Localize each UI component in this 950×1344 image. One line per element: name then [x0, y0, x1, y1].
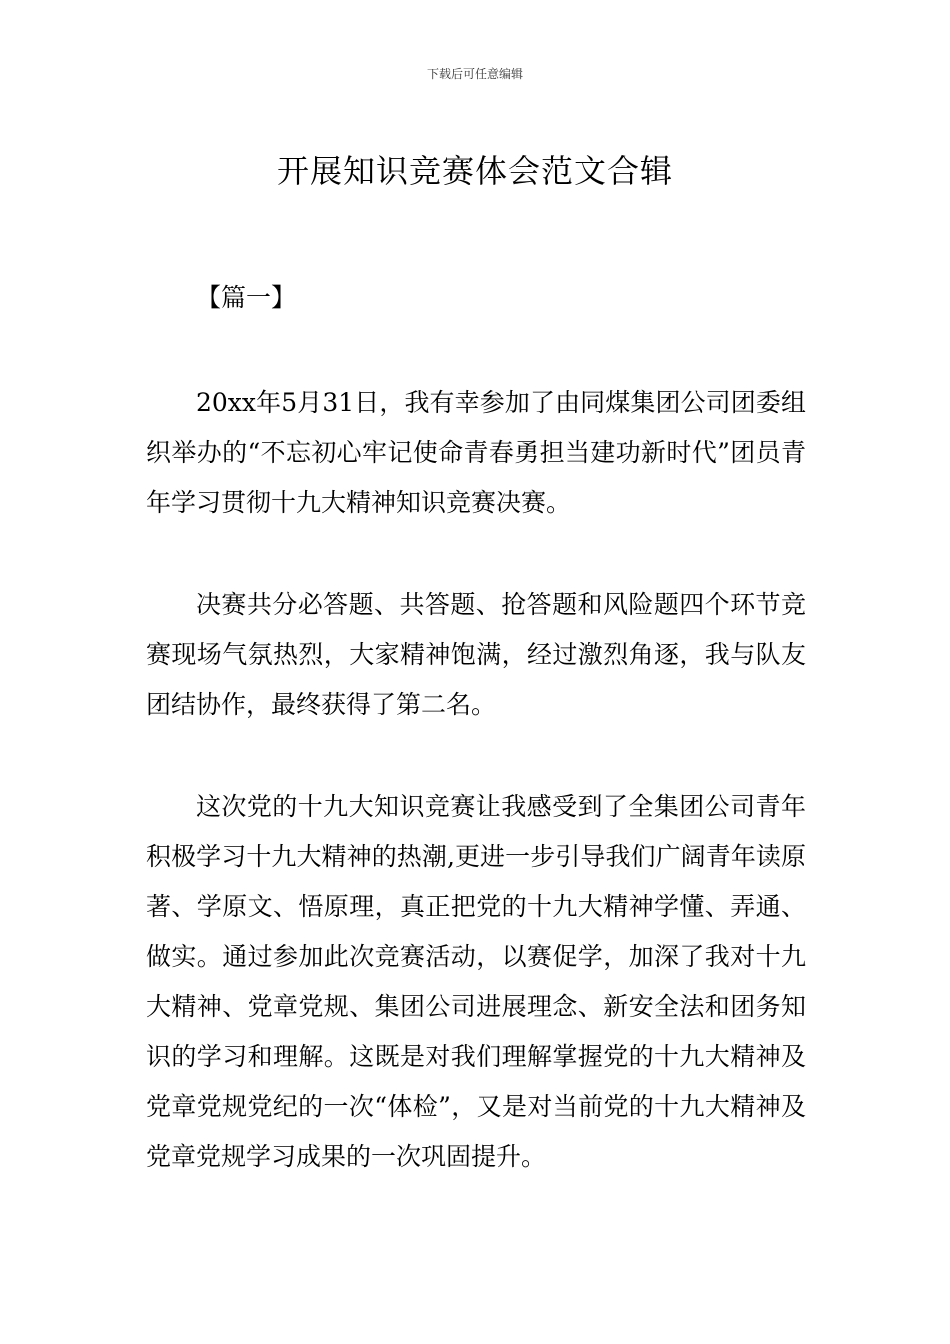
paragraph-3: 这次党的十九大知识竞赛让我感受到了全集团公司青年积极学习十九大精神的热潮,更进一步引导我们广阔青年读原著、学原文、悟原理，真正把党的十九大精神学懂、弄通、做实。通过参加此次竞赛活动，以赛促学，加深了我对十九大精神、党章党规、集团公司进展理念、新安全法和团务知识的学习和理解。这既是对我们理解掌握党的十九大精神及党章党规党纪的一次“体检”，又是对当前党的十九大精神及党章党规学习成果的一次巩固提升。	[146, 792, 806, 1171]
document-body	[146, 378, 806, 1234]
paragraph-1: 20xx年5月31日，我有幸参加了由同煤集团公司团委组织举办的“不忘初心牢记使命青春勇担当建功新时代”团员青年学习贯彻十九大精神知识竞赛决赛。	[146, 388, 806, 517]
header-note: 下载后可任意编辑	[426, 67, 523, 81]
section-label: 【篇一】	[196, 283, 297, 312]
document-title: 开展知识竞赛体会范文合辑	[276, 152, 673, 191]
paragraph-2: 决赛共分必答题、共答题、抢答题和风险题四个环节竞赛现场气氛热烈，大家精神饱满，经过激烈角逐，我与队友团结协作，最终获得了第二名。	[146, 590, 806, 719]
